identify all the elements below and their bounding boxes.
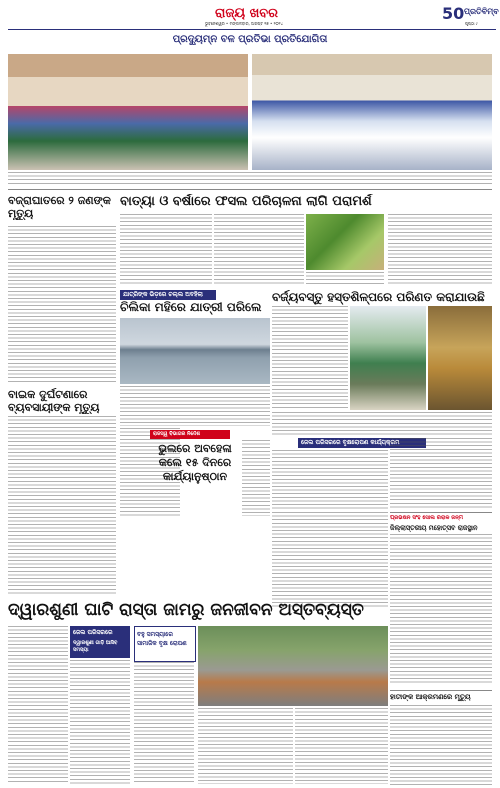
story4-headline: ବର୍ଜ୍ୟବସ୍ତୁ ହସ୍ତଶିଳ୍ପରେ ପରିଣତ କରାଯାଉଛି [272, 290, 485, 304]
story4-body-2 [272, 412, 492, 436]
story7-body [272, 450, 388, 510]
peacock-sculpture-photo [428, 306, 492, 410]
section-title: ରାଜ୍ୟ ଖବର [215, 6, 279, 21]
story11-box [134, 626, 196, 662]
traffic-jam-photo [198, 626, 388, 706]
story3-headline: ଚିଲିକା ମହିରେ ଯାତ୍ରୀ ପରିଲେ [120, 300, 262, 314]
story12-body [390, 705, 492, 785]
story6-headline: ଭୁଲରେ ଅବହେଳା କଲେ ୧୫ ଦିନରେ କାର୍ଯ୍ୟାନୁଷ୍ଠାନ [158, 442, 232, 483]
story4-body-1 [272, 306, 348, 410]
dinosaur-sculpture-photo [350, 306, 426, 410]
story6-body-right [242, 440, 270, 516]
story9-headline: ଦ୍ୱାରଶୁଣୀ ଘାଟି ରାସ୍ତା ଜାମରୁ ଜନଜୀବନ ଅସ୍ତବ୍ୟସ୍ତ [8, 600, 364, 620]
story10-box [70, 626, 130, 658]
story8-body-b [390, 534, 492, 684]
banner [130, 32, 370, 50]
divider-top [8, 189, 492, 190]
story9-body-5 [295, 708, 388, 784]
banner-title: ପ୍ରଦ୍ୟୁମ୍ନ ବଳ ପ୍ରତିଭା ପ୍ରତିଯୋଗିତା [172, 34, 328, 45]
page-label: ପୃଷ୍ଠା ୯ [465, 21, 478, 26]
school-group-photo-2 [252, 54, 492, 170]
story8-body-a [272, 512, 388, 608]
masthead [0, 0, 500, 30]
story7-subhead: ଜେଲ ପରିସରରେ ବୃକ୍ଷରୋପଣ କାର୍ଯ୍ୟକ୍ରମ [301, 439, 400, 446]
story12-headline: ହାତୀଙ୍କ ଆକ୍ରମଣରେ ମୃତ୍ୟୁ [390, 693, 471, 701]
story8-headline: ଜିଲ୍ଲାସ୍ତରୀୟ ମହୋତ୍ସବ ରାଜସ୍ଥାନ [390, 524, 478, 532]
story1-headline: ବଜ୍ରାଘାତରେ ୨ ଜଣଙ୍କ ମୃତ୍ୟୁ [8, 194, 111, 220]
story12-box [390, 690, 492, 785]
story3-kicker: ଯାତ୍ରିଙ୍କ ଭିଡ଼ରେ ଚଲ୍‌ଲ ଅବହିଲା [123, 291, 203, 298]
story1-body [8, 226, 116, 384]
story5-body [8, 416, 116, 596]
story2-body-1 [120, 214, 212, 284]
story2-body-3 [306, 272, 384, 286]
story6-kicker: ରାଜସ୍ୱ ବିଭାଗର ନିର୍ଦ୍ଦେଶ [153, 431, 200, 437]
story3-kicker-box [120, 290, 216, 300]
brand-name: ପ୍ରତିବିମ୍ବ [464, 7, 499, 16]
story3-body [120, 386, 270, 426]
story2-headline: ବାତ୍ୟା ଓ ବର୍ଷାରେ ଫସଲ ପରିଚାଳନା ଲାଗି ପରାମର୍ଶ [120, 194, 372, 209]
badge-number: 50 [442, 4, 465, 23]
story9-body-4 [198, 708, 293, 784]
story10-kicker: ଜେଲ ପରିସରରେ [73, 629, 113, 636]
story2-body-2 [214, 214, 304, 284]
story7-body-2 [390, 438, 492, 510]
photo-caption [8, 172, 492, 186]
crop-field-photo [306, 214, 384, 270]
story6-kicker-box [150, 430, 230, 439]
story5-headline: ବାଇକ ଦୁର୍ଘଟଣାରେ ବ୍ୟବସାୟୀଙ୍କ ମୃତ୍ୟୁ [8, 388, 100, 414]
story11-headline: ବହୁ ସମସ୍ୟାରେ ସାମାଜିକ ବୃକ୍ଷ ରୋପଣ [137, 631, 187, 647]
story10-headline: ଦ୍ୱାରଶୁଣୀ ଗାଡ଼ି ଆସିବ ସମସ୍ୟା [73, 640, 118, 653]
story9-body-2 [70, 660, 130, 784]
header-rule [8, 29, 496, 30]
story9-body-1 [8, 626, 68, 784]
school-group-photo-1 [8, 54, 248, 170]
story9-body-3 [134, 662, 194, 784]
story2-body-4 [388, 214, 492, 286]
story8-kicker: ପ୍ରଭିଷନ ସିଂହ ସୋଲ ରିରାକ ଜନ୍ମ [390, 515, 464, 521]
chilika-boat-photo [120, 318, 270, 384]
dateline: ଭୁବନେଶ୍ୱର • ମଙ୍ଗଳବାର, ଅଗଷ୍ଟ ୨୭ • ୨୦୨୪ [205, 21, 284, 26]
